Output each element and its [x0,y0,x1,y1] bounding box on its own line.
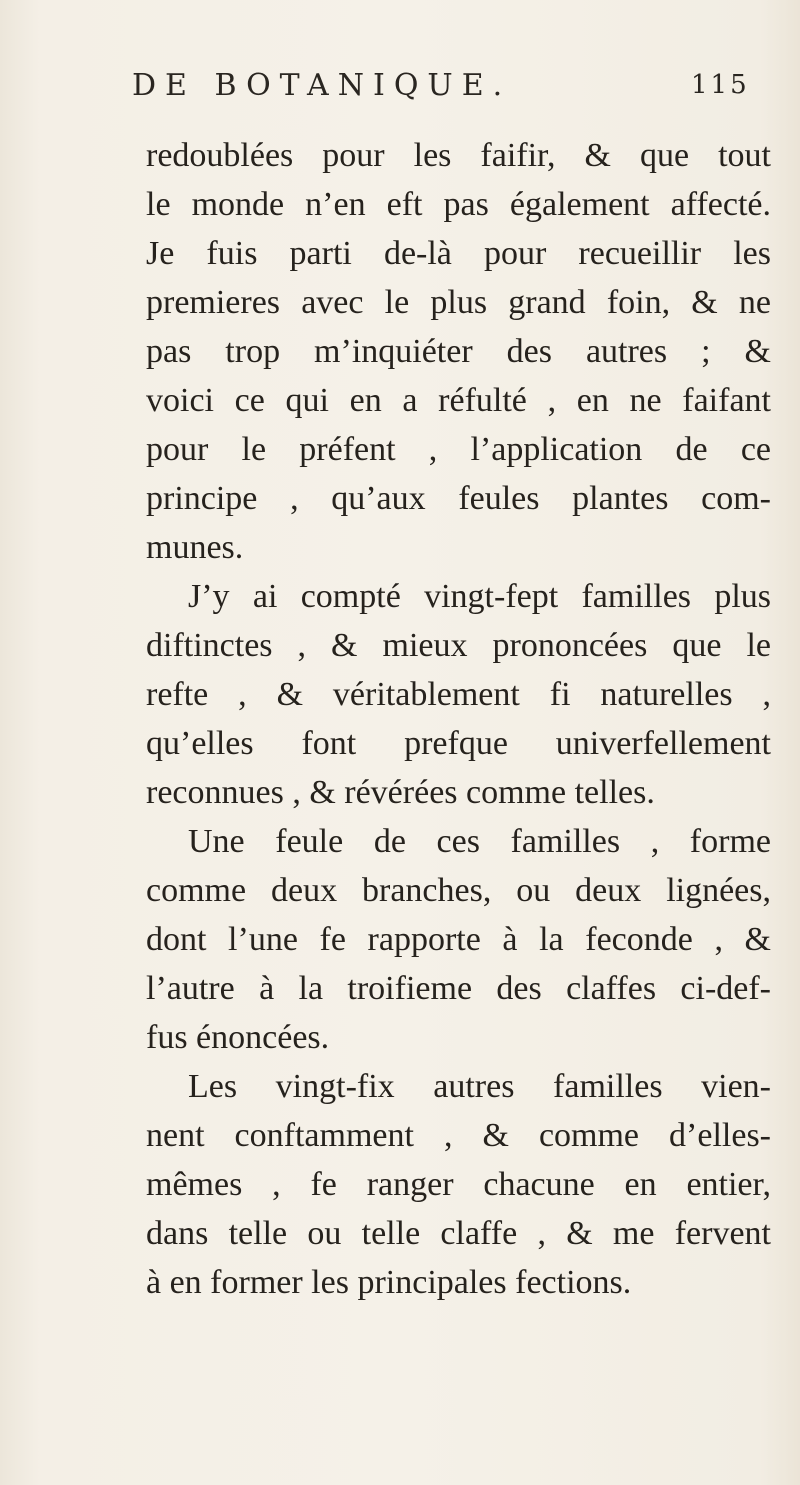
text-line: le monde n’en eft pas également affecté. [146,186,771,223]
text-line: reconnues , & révérées comme telles. [146,774,655,811]
text-line: mêmes , fe ranger chacune en entier, [146,1166,771,1203]
text-line: fus énoncées. [146,1019,330,1056]
text-line: Je fuis parti de-là pour recueillir les [146,235,771,272]
text-line: premieres avec le plus grand foin, & ne [146,284,771,321]
text-line: refte , & véritablement fi naturelles , [146,676,771,713]
text-line: à en former les principales fections. [146,1264,632,1301]
running-head: DE BOTANIQUE. [132,68,512,103]
text-line: l’autre à la troifieme des claffes ci-def- [146,970,771,1007]
text-line: diftinctes , & mieux prononcées que le [146,627,771,664]
page-header [0,68,800,128]
paragraph-first-line: Une feule de ces familles , forme [188,823,771,860]
text-line: dans telle ou telle claffe , & me fervent [146,1215,771,1252]
text-line: principe , qu’aux feules plantes com- [146,480,771,517]
text-line: nent conftamment , & comme d’elles- [146,1117,771,1154]
text-line: voici ce qui en a réfulté , en ne faifant [146,382,771,419]
paragraph-first-line: J’y ai compté vingt-fept familles plus [188,578,771,615]
page-number: 115 [691,70,750,100]
text-line: pas trop m’inquiéter des autres ; & [146,333,771,370]
text-line: pour le préfent , l’application de ce [146,431,771,468]
text-line: munes. [146,529,244,566]
text-line: comme deux branches, ou deux lignées, [146,872,771,909]
text-line: qu’elles font prefque univerfellement [146,725,771,762]
paragraph-first-line: Les vingt-fix autres familles vien- [188,1068,771,1105]
text-line: redoublées pour les faifir, & que tout [146,137,771,174]
text-line: dont l’une fe rapporte à la feconde , & [146,921,771,958]
